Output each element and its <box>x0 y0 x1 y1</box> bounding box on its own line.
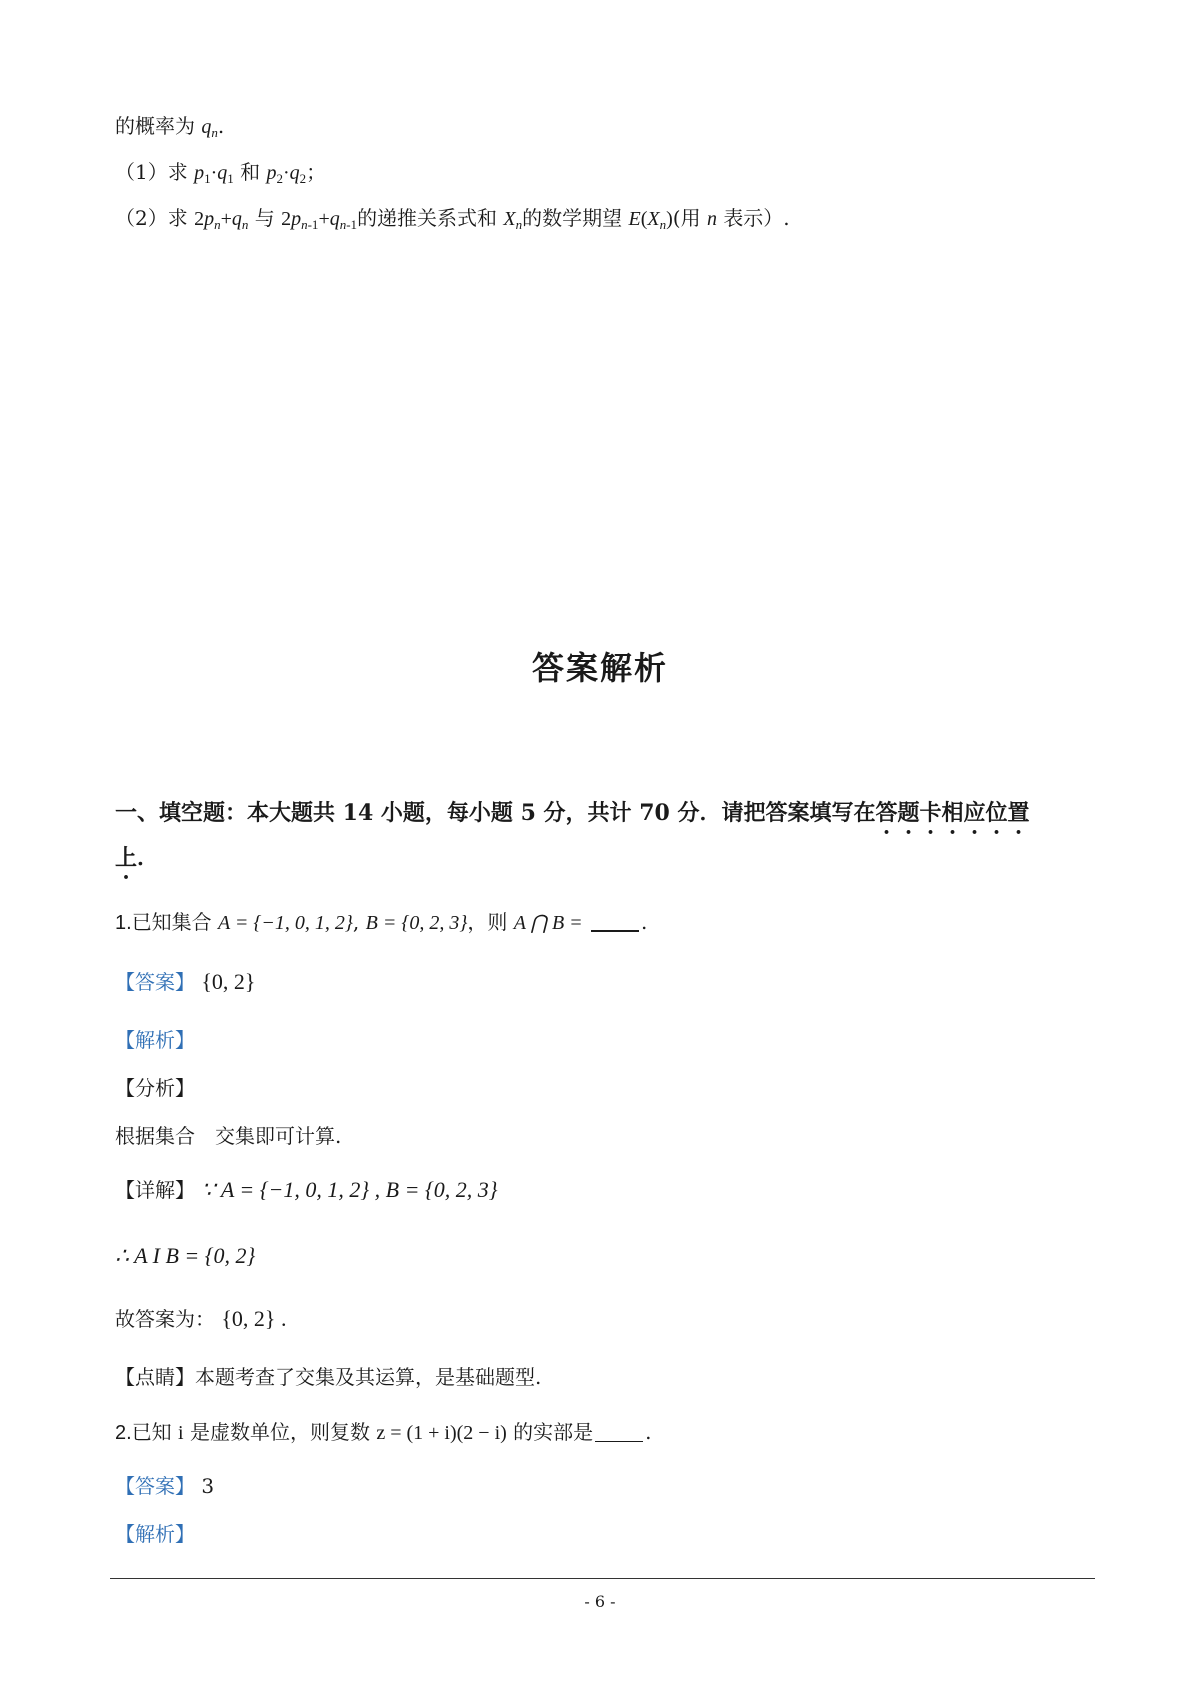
question-1-fenxi-text: 根据集合 交集即可计算. <box>115 1124 342 1148</box>
page-number: - 6 - <box>584 1592 616 1611</box>
answer-tag: 【答案】 <box>115 970 195 994</box>
question-1-answer: 【答案】 {0, 2} <box>115 969 256 994</box>
prev-question-part-1: （1）求 $p_1\cdot q_1$ 和 $p_2\cdot q_2$； <box>115 160 327 186</box>
question-1-therefore: ∴ A I B = {0, 2} <box>115 1243 256 1268</box>
question-1-conclusion: 故答案为： {0, 2} . <box>115 1306 287 1331</box>
section-heading-line-2: 上． <box>115 845 160 871</box>
question-2-answer: 【答案】 3 <box>115 1474 215 1498</box>
answer-tag: 【答案】 <box>115 1474 195 1498</box>
question-2-stem: 2.已知 i 是虚数单位，则复数 z = (1 + i)(2 − i) 的实部是 . <box>115 1420 652 1444</box>
answer-blank <box>595 1421 643 1442</box>
question-2-analysis-tag: 【解析】 <box>115 1522 195 1546</box>
prev-question-line-1: 的概率为 $q_n$. <box>115 114 225 140</box>
question-1-fenxi-tag: 【分析】 <box>115 1076 195 1100</box>
page-title: 答案解析 <box>531 649 668 687</box>
question-1-stem: 1.已知集合 A = {−1, 0, 1, 2}, B = {0, 2, 3}，则 A ⋂ B = . <box>115 910 648 934</box>
answer-blank <box>591 910 639 932</box>
section-heading: 一、填空题：本大题共 14 小题，每小题 5 分，共计 70 分．请把答案填写在答题卡相应位置 <box>115 800 1030 826</box>
prev-question-part-2: （2）求 $2p_n+q_n$ 与 $2p_{n-1}+q_{n-1}$的递推关系式和 $X_n$的数学期望 $E(X_n)$(用 n 表示）. <box>115 206 790 232</box>
question-1-comment: 【点睛】本题考查了交集及其运算，是基础题型. <box>115 1365 542 1389</box>
question-1-analysis-tag: 【解析】 <box>115 1028 195 1052</box>
footer-divider <box>110 1578 1095 1579</box>
question-1-detail: 【详解】 ∵ A = {−1, 0, 1, 2} , B = {0, 2, 3} <box>115 1177 498 1202</box>
